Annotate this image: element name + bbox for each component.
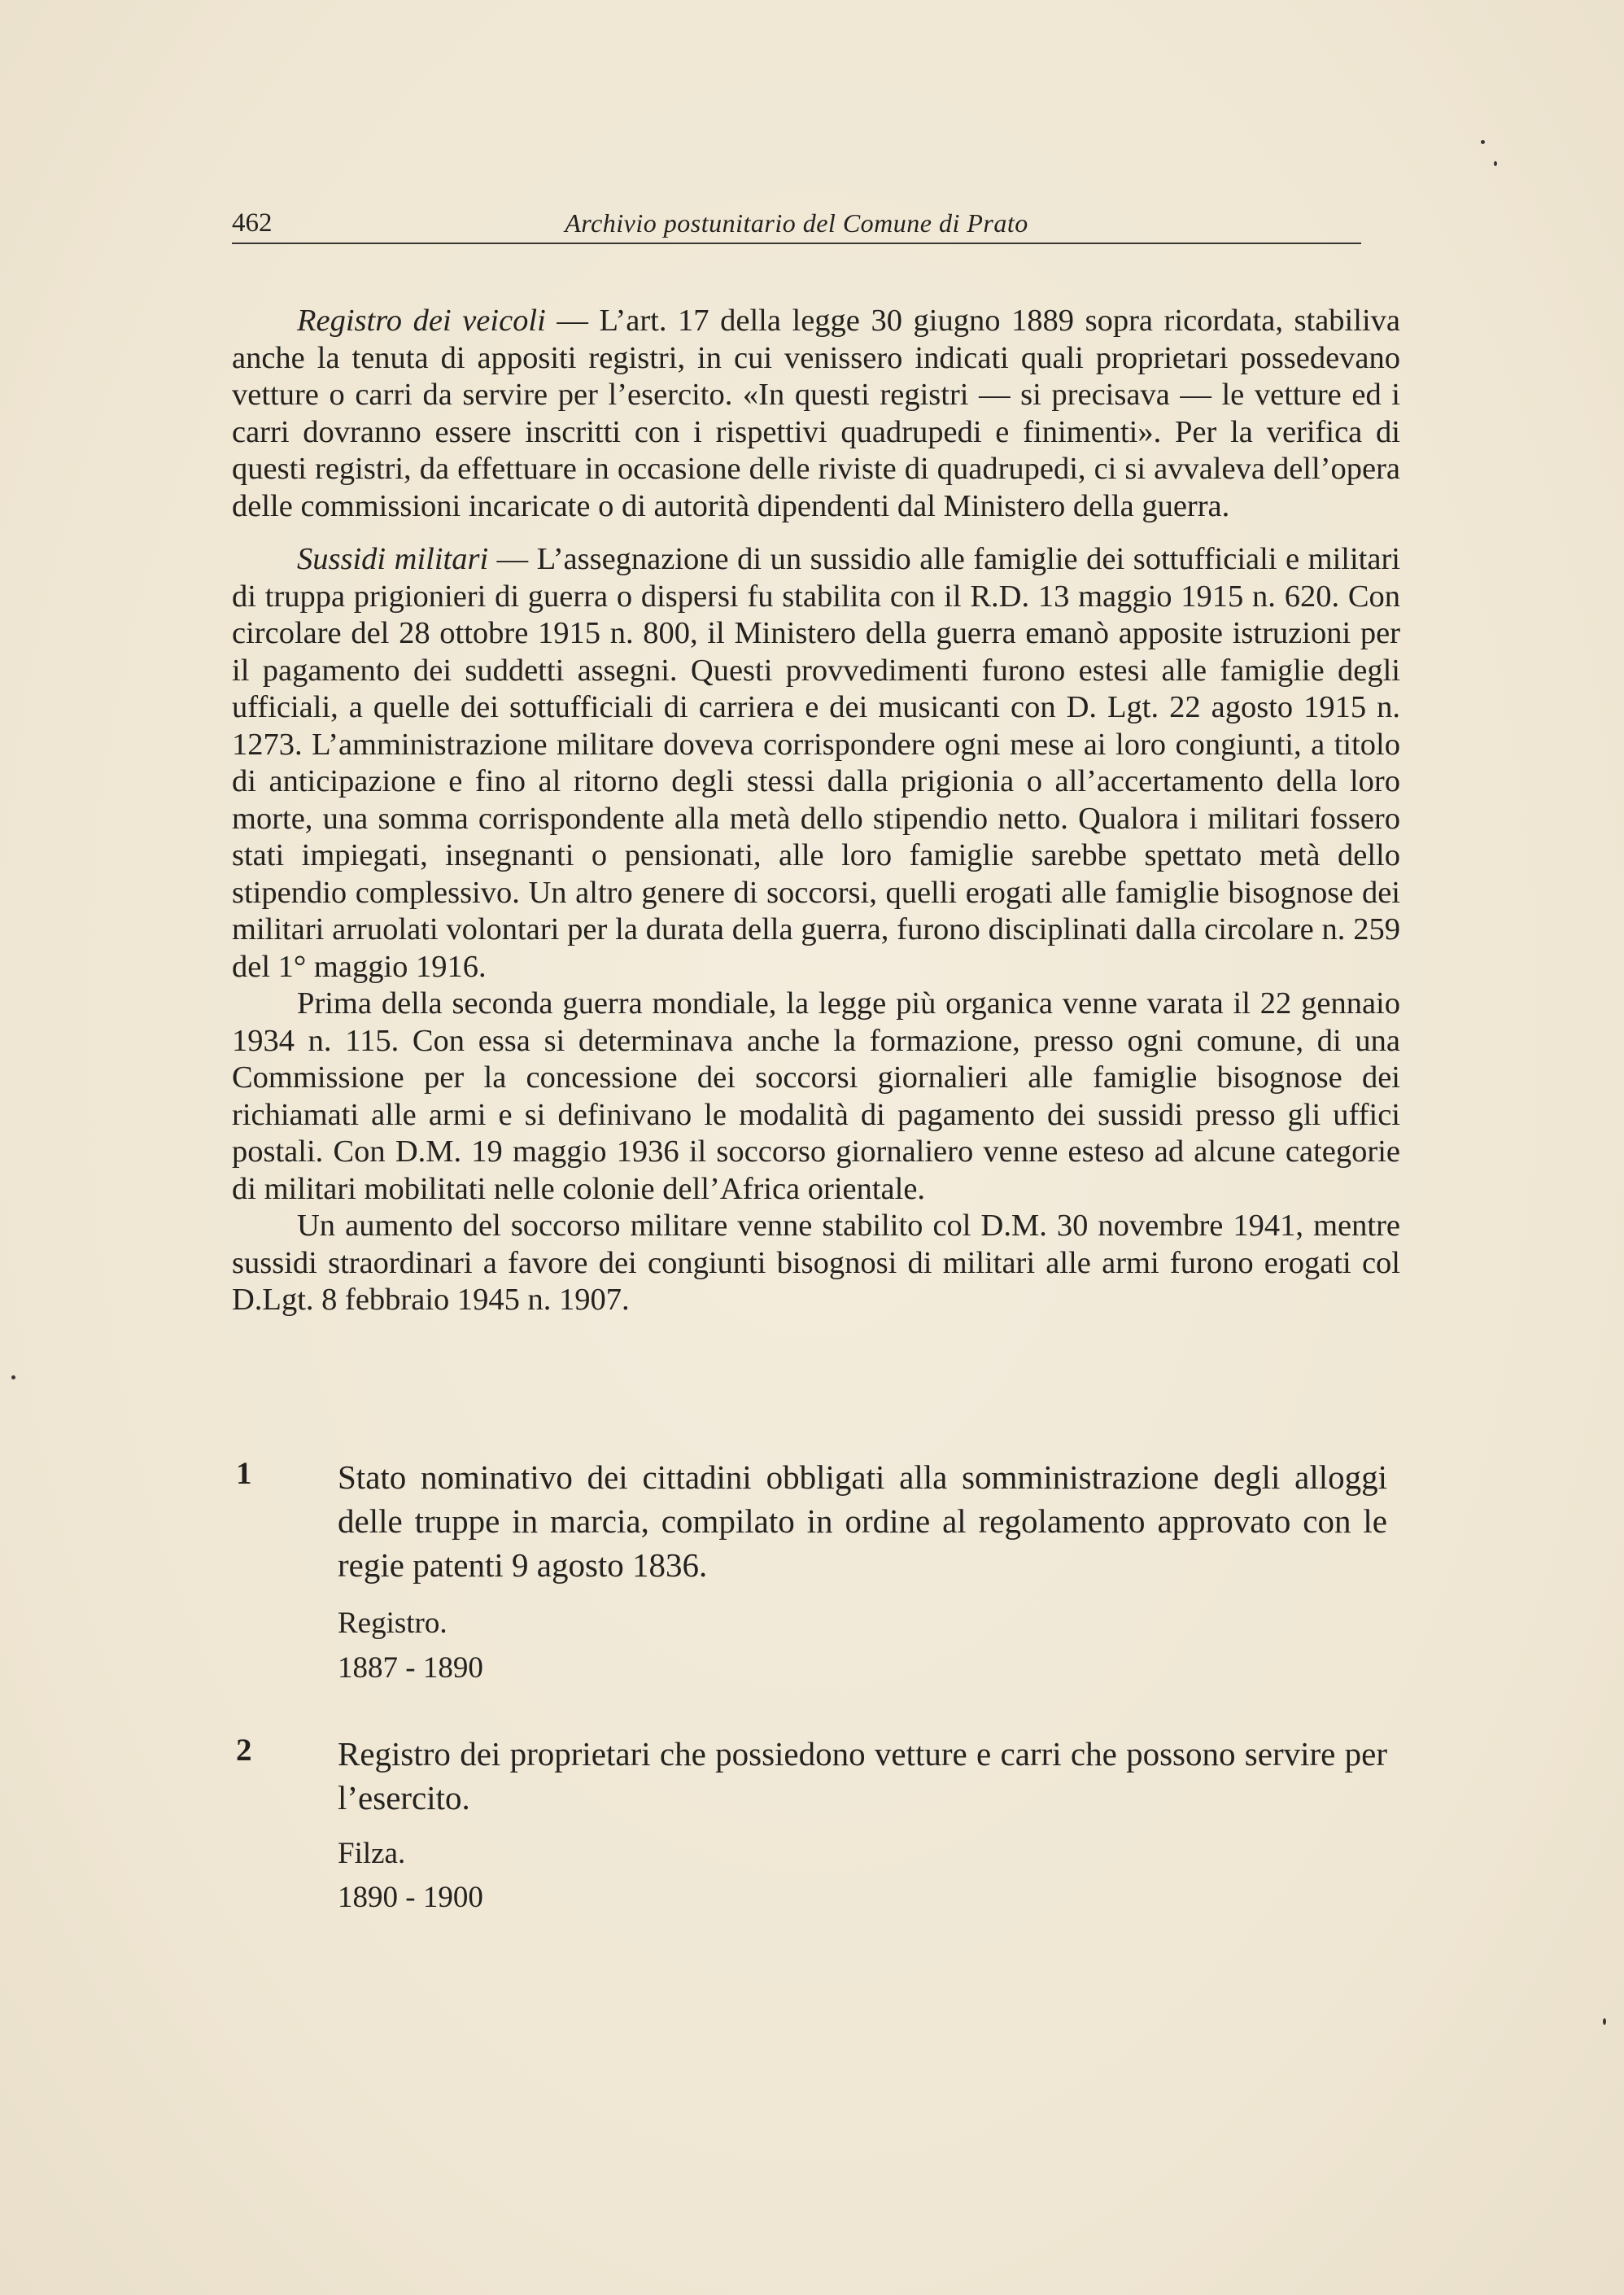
entry-dates: 1890 - 1900 — [338, 1881, 483, 1914]
paragraph-aumento-soccorso — [232, 1208, 1400, 1319]
entry-title: Stato nominativo dei cittadini obbligati alla somministrazione degli alloggi delle truppe in marcia, compilato in ordine al regolamento approvato con le regie patenti 9 agosto 1836. — [338, 1458, 1387, 1584]
paragraph-text: — L’assegnazione di un sussidio alle famiglie dei sottufficiali e militari di truppa prigionieri di guerra o dispersi fu stabilita con il R.D. 13 maggio 1915 n. 620. Con circolare del 28 ottobre 1915 n. 800, il Ministero della guerra emanò apposite istruzioni per il pagamento dei suddetti assegni. Questi provvedimenti furono estesi alle famiglie degli ufficiali, a quelle dei sottufficiali di carriera e dei musicanti con D. Lgt. 22 agosto 1915 n. 1273. L’amministrazione militare doveva corrispondere ogni mese ai loro congiunti, a titolo di anticipazione e fino al ritorno degli stessi dalla prigionia o all’accertamento della loro morte, una somma corrispondente alla metà dello stipendio netto. Qualora i militari fossero stati impiegati, insegnanti o pensionati, alle loro famiglie sarebbe spettato metà dello stipendio complessivo. Un altro genere di soccorsi, quelli erogati alle famiglie bisognose dei militari arruolati volontari per la durata della guerra, furono disciplinati dalla circolare n. 259 del 1° maggio 1916. — [232, 542, 1400, 984]
running-title: Archivio postunitario del Comune di Prato — [565, 208, 1028, 238]
catalog-entry-1 — [236, 1455, 1399, 1699]
entry-dates: 1887 - 1890 — [338, 1651, 483, 1685]
entry-number: 1 — [236, 1456, 252, 1491]
catalog-entry-2 — [236, 1732, 1399, 1943]
entry-number: 2 — [236, 1733, 252, 1768]
paragraph-text: — L’art. 17 della legge 30 giugno 1889 sopra ricordata, stabiliva anche la tenuta di appositi registri, in cui venissero indicati quali proprietari possedevano vetture o carri da servire per l’esercito. «In questi registri — si precisava — le vetture ed i carri dovranno essere inscritti con i rispettivi quadrupedi e finimenti». Per la verifica di questi registri, da effettuare in occasione delle riviste di quadrupedi, ci si avvaleva dell’opera delle commissioni incaricate o di autorità dipendenti dal Ministero della guerra. — [232, 304, 1400, 523]
paragraph-lead: Sussidi militari — [297, 542, 489, 576]
page-number: 462 — [232, 208, 273, 238]
paragraph-sussidi-militari — [232, 541, 1400, 986]
paragraph-registro-veicoli — [232, 303, 1400, 525]
paragraph-text: Un aumento del soccorso militare venne stabilito col D.M. 30 novembre 1941, mentre sussidi straordinari a favore dei congiunti bisognosi di militari alle armi furono erogati col D.Lgt. 8 febbraio 1945 n. 1907. — [232, 1209, 1400, 1317]
body-text — [232, 303, 1400, 1319]
paper-speck — [1603, 2018, 1606, 2025]
paper-speck — [1494, 161, 1497, 166]
entry-type: Registro. — [338, 1606, 447, 1640]
paragraph-seconda-guerra — [232, 986, 1400, 1208]
page-header — [232, 203, 1361, 244]
paper-speck — [11, 1375, 15, 1379]
paragraph-lead: Registro dei veicoli — [297, 304, 546, 338]
entry-title: Registro dei proprietari che possiedono vetture e carri che possono servire per l’esercito. — [338, 1735, 1387, 1816]
entry-type: Filza. — [338, 1837, 406, 1870]
paper-speck — [1481, 140, 1485, 144]
paragraph-text: Prima della seconda guerra mondiale, la legge più organica venne varata il 22 gennaio 1934 n. 115. Con essa si determinava anche la formazione, presso ogni comune, di una Commissione per la concessione dei soccorsi giornalieri alle famiglie bisognose dei richiamati alle armi e si definivano le modalità di pagamento dei sussidi presso gli uffici postali. Con D.M. 19 maggio 1936 il soccorso giornaliero venne esteso ad alcune categorie di militari mobilitati nelle colonie dell’Africa orientale. — [232, 986, 1400, 1206]
